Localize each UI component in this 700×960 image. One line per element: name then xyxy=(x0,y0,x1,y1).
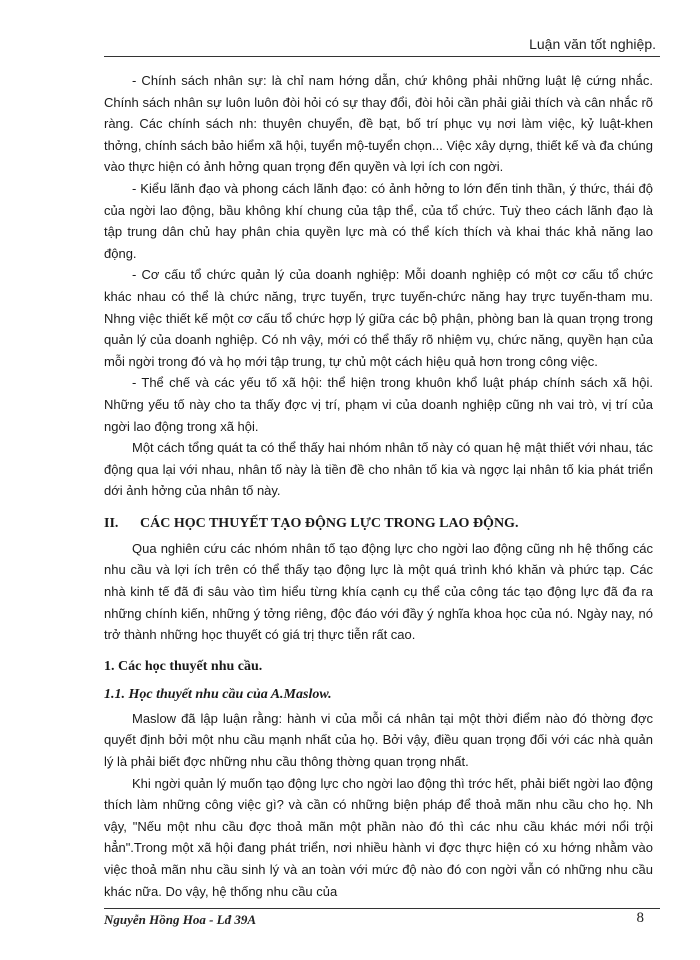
paragraph-section-intro: Qua nghiên cứu các nhóm nhân tố tạo động lực cho ngời lao động cũng nh hệ thống các nhu cầu và lợi ích trên có thể thấy tạo động lực là một quá trình khó khăn và phức tạp. Các nhà kinh tế đã đi sâu vào tìm hiểu từng khía cạnh cụ thể của công tác tạo động lực đã đa ra những chính kiến, những ý tởng riêng, độc đáo với đầy ý nghĩa khoa học của nó. Ngày nay, nó trở thành những học thuyết có giá trị thực tiễn rất cao. xyxy=(104,540,653,643)
header-divider xyxy=(104,56,660,57)
paragraph-org-structure: - Cơ cấu tổ chức quản lý của doanh nghiệp: Mỗi doanh nghiệp có một cơ cấu tổ chức khác nhau có thể là chức năng, trực tuyến, trực tuyến-chức năng hay trực tuyến-tham mu. Nhng việc thiết kế một cơ cấu tổ chức hợp lý giữa các bộ phận, phòng ban là quan trọng trong quản lý của doanh nghiệp. Có nh vậy, mới có thể thấy rõ nhiệm vụ, chức năng, quyền hạn của mỗi ngời trong đó và họ mới tập trung, tự chủ một cách hiệu quả hơn trong công việc. xyxy=(104,267,653,369)
paragraph-summary: Một cách tổng quát ta có thể thấy hai nhóm nhân tố này có quan hệ mật thiết với nhau, tác động qua lại với nhau, nhân tố này là tiền đề cho nhân tố kia và ngợc lại nhân tố kia phát triển dới ảnh hởng của nhân tố này. xyxy=(104,440,653,499)
paragraph-institutions: - Thể chế và các yếu tố xã hội: thể hiện trong khuôn khổ luật pháp chính sách xã hội. Những yếu tố này cho ta thấy đợc vị trí, phạm vi của doanh nghiệp cũng nh vai trò, vị trí của ngời lao động trong xã hội. xyxy=(104,375,653,434)
paragraph-leadership-style: - Kiểu lãnh đạo và phong cách lãnh đạo: có ảnh hởng to lớn đến tinh thần, ý thức, thái độ của ngời lao động, bầu không khí chung của tập thể, của tổ chức. Tuỳ theo cách lãnh đạo là tập trung dân chủ hay phân chia quyền lực mà có thể kích thích và khai thác khả năng lao động. xyxy=(104,180,653,261)
footer-author: Nguyễn Hồng Hoa - Lđ 39A xyxy=(104,912,257,927)
document-body xyxy=(104,70,653,902)
page-header-title: Luận văn tốt nghiệp. xyxy=(529,36,656,52)
paragraph-maslow-2: Khi ngời quản lý muốn tạo động lực cho ngời lao động thì trớc hết, phải biết ngời lao động thích làm những công việc gì? và cần có những biện pháp để thoả mãn nhu cầu cho họ. Nh vậy, "Nếu một nhu cầu đợc thoả mãn một phần nào đó thì các nhu cầu khác mới nổi trội hẳn".Trong một xã hội đang phát triển, nơi nhiều hành vi đợc thực hiện có xu hớng nhằm vào việc thoả mãn nhu cầu sinh lý và an toàn với mức độ nào đó con ngời vẫn có những nhu cầu khác nữa. Do vậy, hệ thống nhu cầu của xyxy=(104,775,653,899)
subsection-heading: 1. Các học thuyết nhu cầu. xyxy=(104,658,263,674)
paragraph-maslow-1: Maslow đã lập luận rằng: hành vi của mỗi cá nhân tại một thời điểm nào đó thờng đợc quyết định bởi một nhu cầu mạnh nhất của họ. Bởi vậy, điều quan trọng đối với các nhà quản lý là phải biết đợc những nhu cầu thông thờng quan trọng nhất. xyxy=(104,710,653,770)
section-title: CÁC HỌC THUYẾT TẠO ĐỘNG LỰC TRONG LAO ĐỘNG. xyxy=(140,515,519,531)
subsubsection-heading: 1.1. Học thuyết nhu cầu của A.Maslow. xyxy=(104,686,332,702)
section-number: II. xyxy=(104,515,119,531)
page-number: 8 xyxy=(636,910,644,926)
paragraph-personnel-policy: - Chính sách nhân sự: là chỉ nam hớng dẫn, chứ không phải những luật lệ cứng nhắc. Chính sách nhân sự luôn luôn đòi hỏi có sự thay đổi, đòi hỏi cần phải giải thích và cân nhắc rõ ràng. Các chính sách nh: thuyên chuyển, đề bạt, bố trí phục vụ nơi làm việc, kỷ luật-khen thởng, chính sách bảo hiểm xã hội, tuyển mộ-tuyển chọn... Việc xây dựng, thiết kế và đa chúng vào thực hiện có ảnh hởng quan trọng đến quyền và lợi ích con ngời. xyxy=(104,73,653,175)
section-heading xyxy=(104,513,653,535)
footer-divider xyxy=(104,908,660,909)
